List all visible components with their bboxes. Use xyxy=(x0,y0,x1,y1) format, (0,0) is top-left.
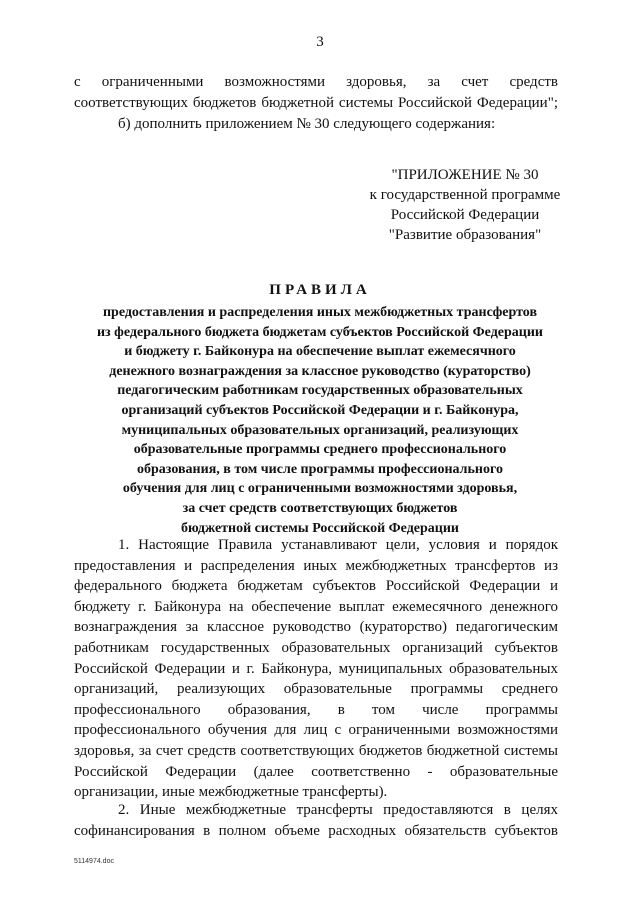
appendix-line: к государственной программе xyxy=(369,187,561,203)
subtitle-line: денежного вознаграждения за классное руководство (кураторство) xyxy=(109,363,531,379)
subtitle-line: организаций субъектов Российской Федерации и г. Байконура, xyxy=(121,402,519,418)
intro-line: б) дополнить приложением № 30 следующего содержания: xyxy=(118,116,496,132)
paragraph-line: профессионального обучения для лиц с ограниченными возможностями xyxy=(74,722,558,739)
subtitle-line: бюджетной системы Российской Федерации xyxy=(181,520,459,536)
paragraph-line: Российской Федерации (далее соответственно - образовательные xyxy=(74,763,558,780)
subtitle-line: обучения для лиц с ограниченными возможностями здоровья, xyxy=(122,481,518,497)
appendix-line: "ПРИЛОЖЕНИЕ № 30 xyxy=(391,167,539,183)
paragraph-line: организации, иные межбюджетные трансферты). xyxy=(74,784,388,801)
intro-block xyxy=(74,72,558,135)
paragraph-line: организаций, реализующих образовательные программы среднего xyxy=(74,681,558,698)
page-number: 3 xyxy=(316,34,324,50)
paragraph-line: работникам государственных образовательных организаций субъектов xyxy=(74,639,558,656)
paragraph-line: профессионального образования, в том числе программы xyxy=(74,701,558,718)
subtitle-line: из федерального бюджета бюджетам субъектов Российской Федерации xyxy=(96,324,543,340)
subtitle-line: образования, в том числе программы профессионального xyxy=(137,461,503,477)
subtitle-line: педагогическим работникам государственных образовательных xyxy=(117,383,523,399)
paragraph-1 xyxy=(74,535,558,803)
paragraph-line: вознаграждения за классное руководство (кураторство) педагогическим xyxy=(74,619,558,636)
paragraph-line: здоровья, за счет средств соответствующих бюджетов бюджетной системы xyxy=(74,742,558,759)
paragraph-line: федерального бюджета бюджетам субъектов Российской Федерации и xyxy=(74,578,558,595)
intro-line: соответствующих бюджетов бюджетной системы Российской Федерации"; xyxy=(74,95,558,111)
subtitle-line: муниципальных образовательных организаций, реализующих xyxy=(121,422,519,438)
subtitle-line: и бюджету г. Байконура на обеспечение выплат ежемесячного xyxy=(124,344,516,360)
paragraph-line: Российской Федерации и г. Байконура, муниципальных образовательных xyxy=(74,660,558,677)
paragraph-line: софинансирования в полном объеме расходных обязательств субъектов xyxy=(74,823,558,839)
subtitle-line: за счет средств соответствующих бюджетов xyxy=(182,500,458,516)
paragraph-2 xyxy=(74,800,558,842)
paragraph-line: предоставления и распределения иных межбюджетных трансфертов из xyxy=(74,557,558,574)
rules-subtitle xyxy=(60,303,580,538)
intro-line: с ограниченными возможностями здоровья, за счет средств xyxy=(74,74,558,90)
paragraph-line: 1. Настоящие Правила устанавливают цели, условия и порядок xyxy=(118,537,558,553)
appendix-line: Российской Федерации xyxy=(390,207,540,223)
subtitle-line: предоставления и распределения иных межбюджетных трансфертов xyxy=(102,305,538,320)
appendix-heading xyxy=(340,165,590,245)
appendix-line: "Развитие образования" xyxy=(388,227,542,243)
paragraph-line: 2. Иные межбюджетные трансферты предоставляются в целях xyxy=(118,802,558,818)
paragraph-line: бюджету г. Байконура на обеспечение выплат ежемесячного денежного xyxy=(74,598,558,615)
subtitle-line: образовательные программы среднего профессионального xyxy=(133,442,507,458)
rules-title: ПРАВИЛА xyxy=(269,282,371,298)
document-filename: 5114974.doc xyxy=(74,858,114,865)
